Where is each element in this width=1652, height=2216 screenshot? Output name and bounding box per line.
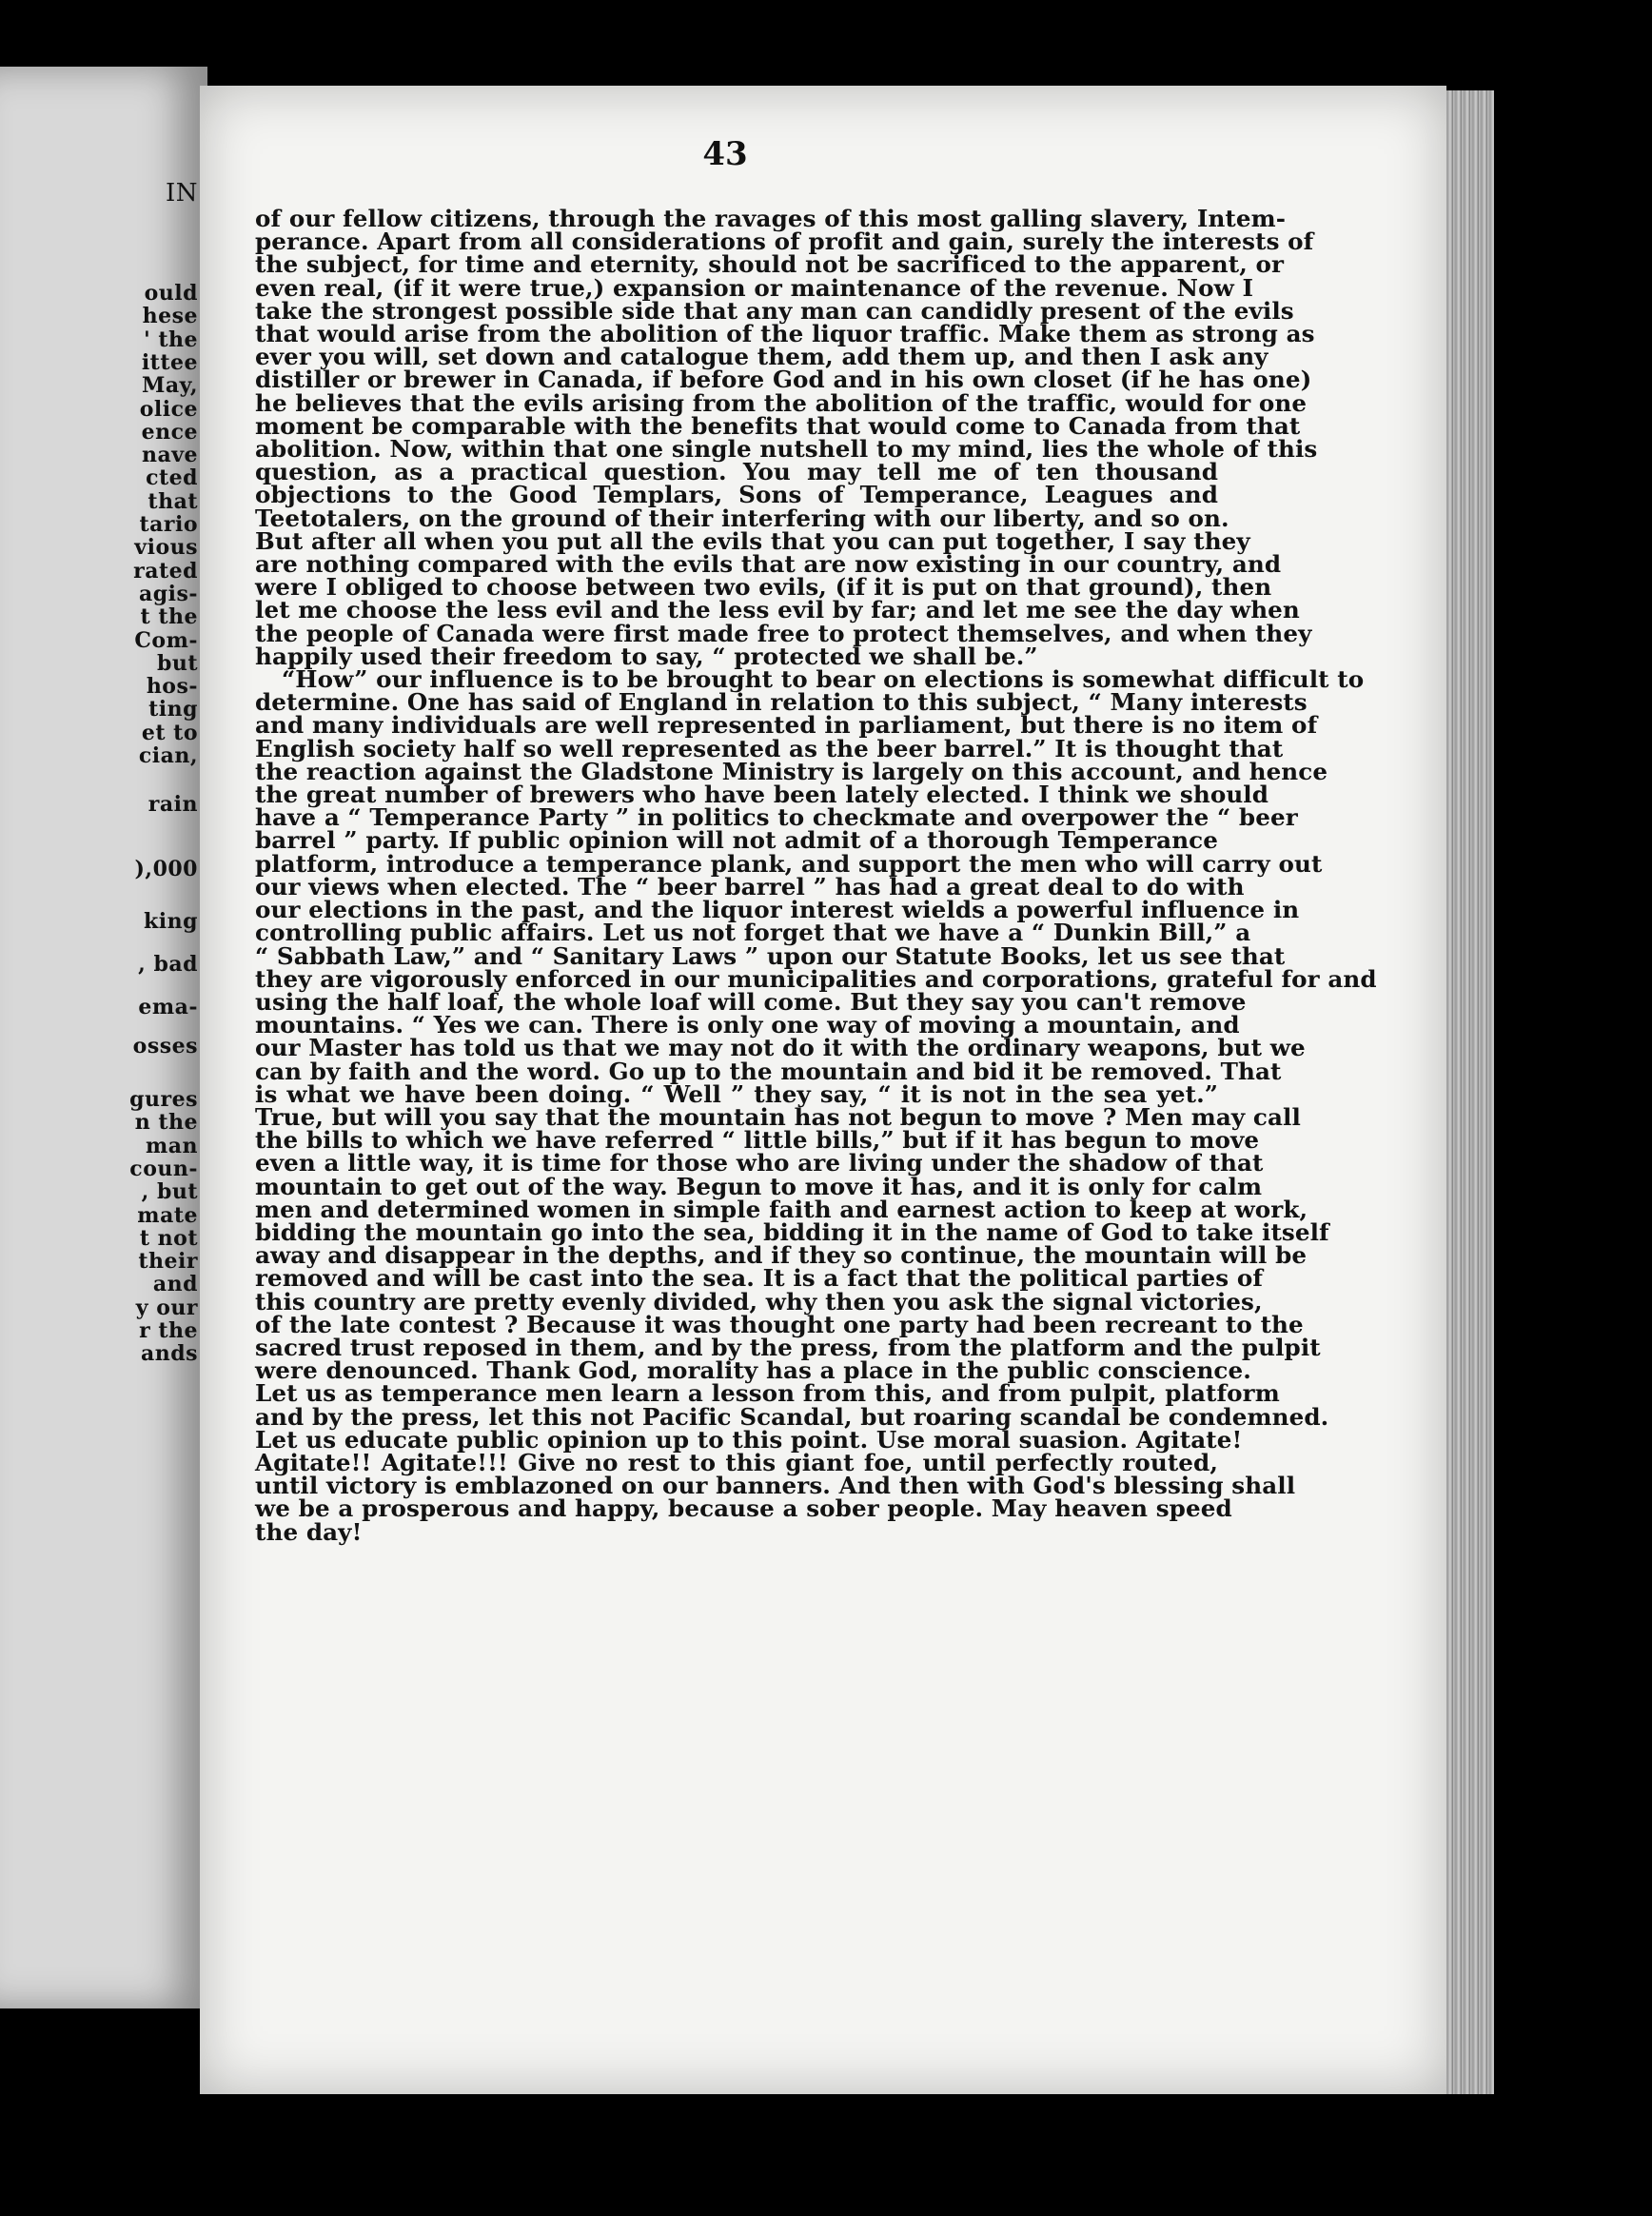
left-page-text-fragment: ' the [143, 326, 198, 352]
left-page-heading-fragment: IN [165, 179, 198, 208]
text-line: the bills to which we have referred “ little bills,” but if it has begun to move [255, 1126, 1260, 1155]
left-page-text-fragment: their [138, 1249, 198, 1275]
text-line: objections to the Good Templars, Sons of Temperance, Leagues and [255, 481, 1218, 509]
text-line: men and determined women in simple faith and earnest action to keep at work, [255, 1195, 1308, 1223]
text-line: take the strongest possible side that any man can candidly present of the evils [255, 296, 1294, 325]
left-page-text-fragment: , but [141, 1179, 198, 1205]
text-line: the day! [255, 1517, 363, 1546]
text-line: “How” our influence is to be brought to bear on elections is somewhat difficult to [282, 665, 1365, 694]
text-line: are nothing compared with the evils that are now existing in our country, and [255, 550, 1282, 579]
text-line: have a “ Temperance Party ” in politics to checkmate and overpower the “ beer [255, 803, 1298, 832]
text-line: even a little way, it is time for those who are living under the shadow of that [255, 1149, 1264, 1177]
left-page-text-fragment: y our [135, 1295, 198, 1320]
page-number-text: 43 [702, 135, 748, 173]
text-line: True, but will you say that the mountain has not begun to move ? Men may call [255, 1102, 1301, 1131]
left-page-text-fragment: , bad [138, 952, 198, 977]
left-facing-page [0, 67, 207, 2008]
text-line: and by the press, let this not Pacific Scandal, but roaring scandal be condemned. [255, 1402, 1329, 1431]
text-line: were I obliged to choose between two evils, (if it is put on that ground), then [255, 573, 1272, 602]
left-page-text-fragment: man [145, 1133, 198, 1158]
text-line: happily used their freedom to say, “ protected we shall be.” [255, 642, 1038, 670]
text-line: and many individuals are well represented in parliament, but there is no item of [255, 711, 1318, 740]
text-line: of our fellow citizens, through the ravages of this most galling slavery, Intem- [255, 205, 1287, 232]
text-line: can by faith and the word. Go up to the mountain and bid it be removed. That [255, 1057, 1282, 1085]
left-page-text-fragment: cian, [138, 743, 198, 768]
text-line: they are vigorously enforced in our municipalities and corporations, grateful for and [255, 964, 1377, 993]
left-page-text-fragment: coun- [129, 1156, 198, 1181]
text-line: determine. One has said of England in relation to this subject, “ Many interests [255, 688, 1308, 717]
text-line: sacred trust reposed in them, and by the press, from the platform and the pulpit [255, 1333, 1321, 1361]
text-line: let me choose the less evil and the less evil by far; and let me see the day when [255, 596, 1300, 624]
left-page-text-fragment: mate [137, 1202, 198, 1228]
left-page-text-fragment: hos- [146, 674, 198, 700]
text-line: moment be comparable with the benefits that would come to Canada from that [255, 411, 1301, 440]
text-line: barrel ” party. If public opinion will not admit of a thorough Temperance [255, 826, 1218, 855]
left-page-text-fragment: ittee [141, 349, 198, 375]
text-line: mountain to get out of the way. Begun to move it has, and it is only for calm [255, 1172, 1263, 1200]
left-page-text-fragment: king [144, 909, 198, 934]
text-line: distiller or brewer in Canada, if before God and in his own closet (if he has one) [255, 366, 1312, 394]
text-line: controlling public affairs. Let us not forget that we have a “ Dunkin Bill,” a [255, 919, 1251, 947]
left-page-text-fragment: hese [142, 304, 198, 329]
left-page-text-fragment: ting [148, 697, 198, 722]
page-number [200, 135, 1446, 173]
left-page-text-fragment: t not [139, 1225, 198, 1251]
text-line: mountains. “ Yes we can. There is only one way of moving a mountain, and [255, 1011, 1240, 1039]
left-page-text-fragment: and [152, 1272, 198, 1297]
left-page-text-fragment: gures [129, 1087, 198, 1112]
left-page-text-fragment: but [156, 650, 198, 676]
left-page-text-fragment: r the [139, 1318, 198, 1343]
text-line: Agitate!! Agitate!!! Give no rest to this giant foe, until perfectly routed, [255, 1448, 1218, 1476]
left-page-text-fragment: olice [139, 396, 198, 422]
text-line: even real, (if it were true,) expansion or maintenance of the revenue. Now I [255, 273, 1254, 302]
left-page-text-fragment: vious [134, 535, 198, 561]
text-line: is what we have been doing. “ Well ” they say, “ it is not in the sea yet.” [255, 1079, 1218, 1108]
left-page-text-fragment: et to [141, 720, 198, 745]
text-line: our elections in the past, and the liquor interest wields a powerful influence in [255, 896, 1300, 924]
text-line: were denounced. Thank God, morality has a place in the public conscience. [255, 1356, 1251, 1385]
text-line: English society half so well represented as the beer barrel.” It is thought that [255, 734, 1284, 762]
text-line: away and disappear in the depths, and if they so continue, the mountain will be [255, 1241, 1308, 1270]
main-page [200, 86, 1446, 2094]
left-page-text-fragment: cted [146, 465, 198, 491]
text-line: of the late contest ? Because it was thought one party had been recreant to the [255, 1310, 1304, 1338]
text-line: our views when elected. The “ beer barrel ” has had a great deal to do with [255, 872, 1245, 900]
text-line: Let us educate public opinion up to this point. Use moral suasion. Agitate! [255, 1425, 1243, 1454]
left-page-text-fragment: Com- [134, 627, 198, 653]
text-line: ever you will, set down and catalogue them, add them up, and then I ask any [255, 343, 1268, 371]
text-line: that would arise from the abolition of the liquor traffic. Make them as strong as [255, 320, 1315, 348]
text-line: we be a prosperous and happy, because a sober people. May heaven speed [255, 1494, 1232, 1523]
left-page-text-fragment: nave [141, 443, 198, 468]
left-page-text-fragment: osses [132, 1034, 198, 1059]
text-line: Let us as temperance men learn a lesson from this, and from pulpit, platform [255, 1379, 1280, 1408]
text-line: perance. Apart from all considerations of profit and gain, surely the interests of [255, 228, 1314, 256]
text-line: our Master has told us that we may not do it with the ordinary weapons, but we [255, 1034, 1306, 1062]
left-page-text-fragment: ence [141, 419, 198, 445]
text-line: But after all when you put all the evils that you can put together, I say they [255, 526, 1250, 555]
left-page-text-fragment: that [148, 488, 198, 514]
text-line: removed and will be cast into the sea. It is a fact that the political parties of [255, 1264, 1264, 1293]
text-line: he believes that the evils arising from the abolition of the traffic, would for one [255, 388, 1308, 417]
text-line: the reaction against the Gladstone Ministry is largely on this account, and hence [255, 757, 1328, 785]
text-line: this country are pretty evenly divided, why then you ask the signal victories, [255, 1287, 1263, 1316]
text-line: using the half loaf, the whole loaf will come. But they say you can't remove [255, 987, 1247, 1016]
left-page-text-fragment: ould [144, 281, 198, 306]
left-page-text-fragment: ),000 [134, 857, 198, 881]
text-line: the great number of brewers who have been lately elected. I think we should [255, 781, 1269, 809]
left-page-text-fragment: agis- [138, 581, 198, 606]
text-line: the people of Canada were first made free to protect themselves, and when they [255, 619, 1312, 647]
left-page-text-fragment: n the [134, 1110, 198, 1136]
text-line: question, as a practical question. You may tell me of ten thousand [255, 458, 1218, 486]
text-line: platform, introduce a temperance plank, and support the men who will carry out [255, 849, 1323, 878]
body-text [255, 205, 1377, 1546]
left-page-text-fragment: t the [140, 604, 198, 630]
text-line: “ Sabbath Law,” and “ Sanitary Laws ” upon our Statute Books, let us see that [255, 941, 1286, 970]
text-line: the subject, for time and eternity, should not be sacrificed to the apparent, or [255, 250, 1285, 279]
left-page-text-fragment: ema- [138, 995, 198, 1019]
text-line: until victory is emblazoned on our banners. And then with God's blessing shall [255, 1472, 1296, 1500]
text-line: abolition. Now, within that one single nutshell to my mind, lies the whole of this [255, 435, 1318, 464]
left-page-text-fragment: May, [142, 373, 198, 399]
left-page-text-fragment: rain [148, 792, 198, 817]
left-page-text-fragment: tario [139, 512, 198, 537]
text-line: Teetotalers, on the ground of their interfering with our liberty, and so on. [255, 504, 1229, 532]
text-line: bidding the mountain go into the sea, bidding it in the name of God to take itself [255, 1217, 1329, 1246]
left-page-text-fragment: rated [133, 558, 198, 584]
left-page-text-fragment: ands [140, 1341, 198, 1367]
